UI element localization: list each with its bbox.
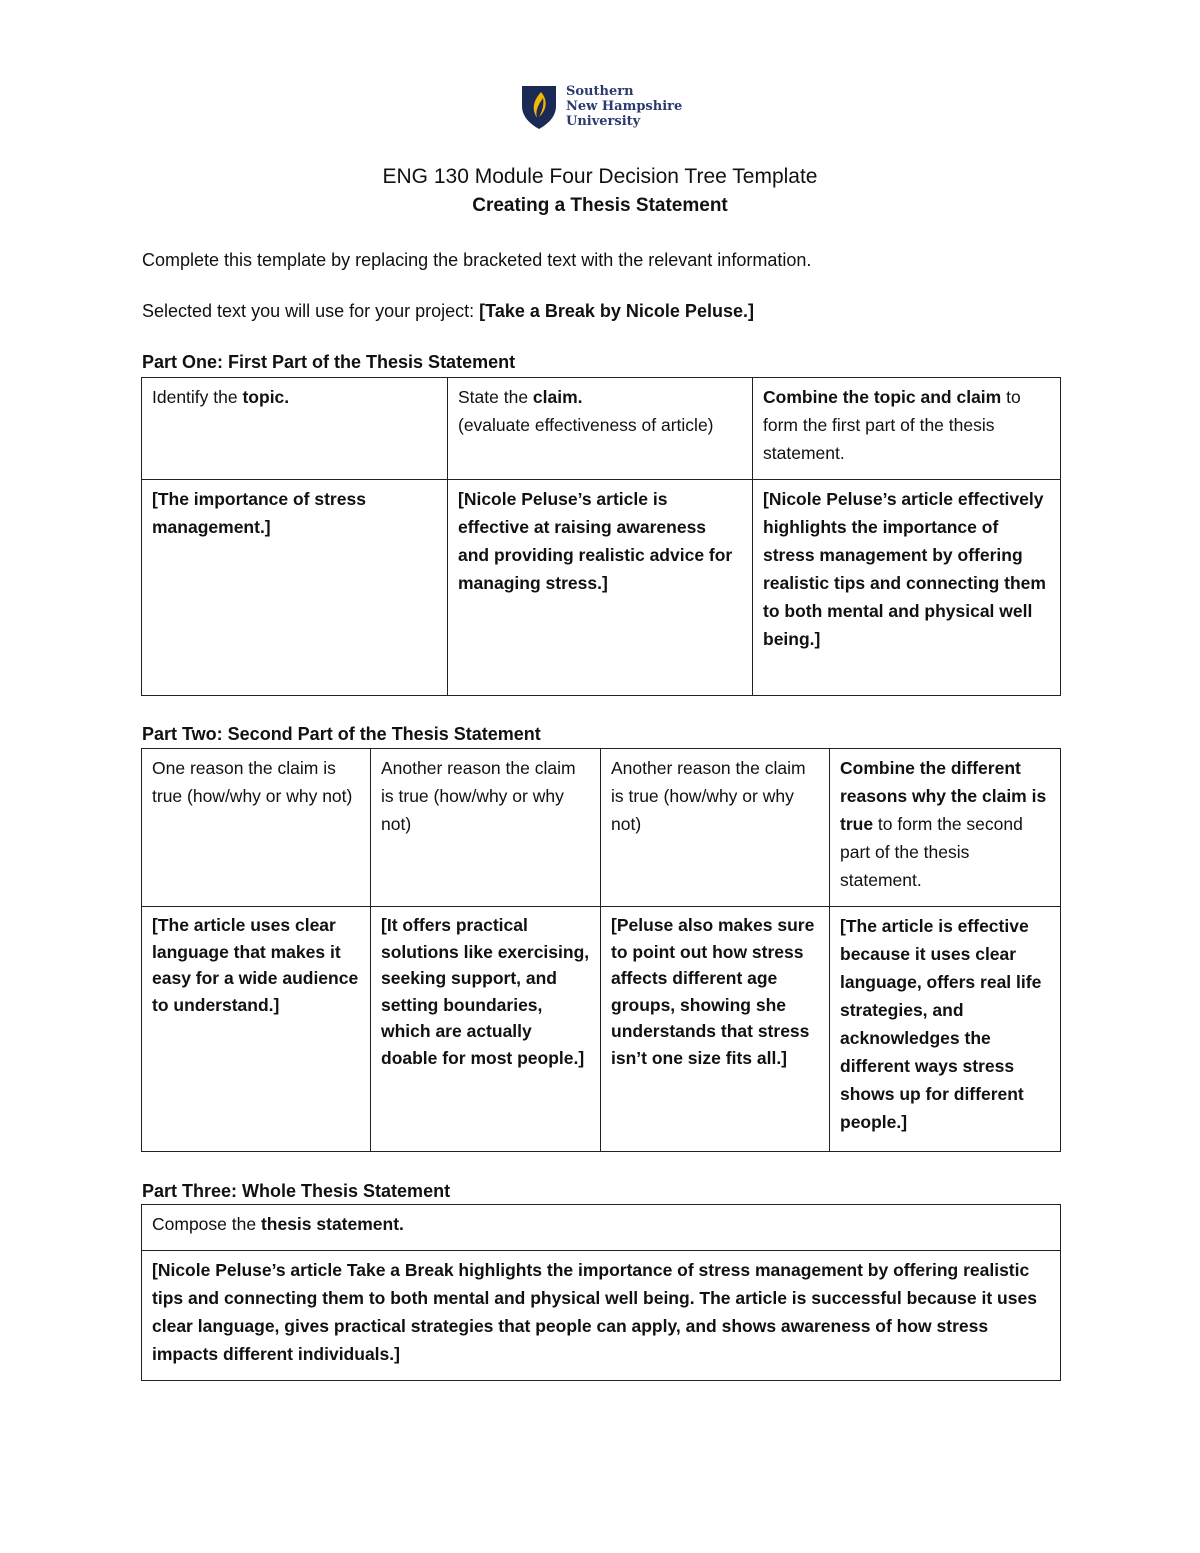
selected-text-value: [Take a Break by Nicole Peluse.] — [479, 301, 754, 321]
header-text: State the — [458, 387, 533, 407]
header-cell-combine — [830, 749, 1061, 907]
part-one-table — [141, 377, 1061, 696]
header-bold-text: Combine the different reasons why the claim is true — [840, 758, 1047, 834]
header-cell-combine — [753, 378, 1061, 480]
logo-wordmark — [566, 84, 682, 129]
answer-cell-reason-2[interactable]: [It offers practical solutions like exercising, seeking support, and setting boundaries, which are actually doable for most people.] — [371, 907, 601, 1152]
answer-cell-topic[interactable]: [The importance of stress management.] — [142, 480, 448, 696]
header-note: (evaluate effectiveness of article) — [458, 415, 714, 435]
table-row — [142, 1251, 1061, 1381]
logo-line-3: University — [566, 114, 641, 129]
header-cell-reason-2: Another reason the claim is true (how/why or why not) — [371, 749, 601, 907]
header-text: to form the first part of the thesis statement. — [763, 387, 1021, 463]
table-row — [142, 480, 1061, 696]
document-subtitle: Creating a Thesis Statement — [472, 195, 728, 216]
part-two-heading: Part Two: Second Part of the Thesis Statement — [142, 724, 541, 744]
answer-cell-combined[interactable]: [The article is effective because it uses clear language, offers real life strategies, and acknowledges the different ways stress shows up for different people.] — [830, 907, 1061, 1152]
table-header-row — [142, 749, 1061, 907]
answer-cell-thesis[interactable]: [Nicole Peluse’s article Take a Break highlights the importance of stress management by offering realistic tips and connecting them to both mental and physical well being. The article is successful because it uses clear language, gives practical strategies that people can apply, and shows awareness of how stress impacts different individuals.] — [142, 1251, 1061, 1381]
instruction-text: Complete this template by replacing the bracketed text with the relevant information. — [142, 250, 812, 270]
part-two-table — [141, 748, 1061, 1152]
header-bold-text: topic. — [242, 387, 290, 407]
header-bold-text: thesis statement. — [260, 1214, 404, 1234]
header-cell-claim — [448, 378, 753, 480]
part-three-table — [141, 1204, 1061, 1381]
answer-cell-combined[interactable]: [Nicole Peluse’s article effectively highlights the importance of stress management by offering realistic tips and connecting them to both mental and physical well being.] — [753, 480, 1061, 696]
table-row — [142, 907, 1061, 1152]
selected-text-line — [142, 301, 754, 322]
table-header-row — [142, 1205, 1061, 1251]
header-bold-text: Combine the topic and claim — [763, 387, 1002, 407]
header-bold-text: claim. — [532, 387, 583, 407]
snhu-logo — [520, 84, 682, 130]
header-cell-reason-1: One reason the claim is true (how/why or why not) — [142, 749, 371, 907]
logo-line-2: New Hampshire — [566, 99, 683, 114]
header-text: Identify the — [152, 387, 243, 407]
answer-cell-reason-1[interactable]: [The article uses clear language that makes it easy for a wide audience to understand.] — [142, 907, 371, 1152]
document-title: ENG 130 Module Four Decision Tree Template — [382, 165, 818, 188]
part-one-heading: Part One: First Part of the Thesis Statement — [142, 352, 516, 372]
logo-line-1: Southern — [566, 84, 634, 99]
part-three-heading: Part Three: Whole Thesis Statement — [142, 1181, 451, 1201]
header-text: Compose the — [152, 1214, 261, 1234]
header-text: to form the second part of the thesis statement. — [840, 814, 1023, 890]
table-header-row — [142, 378, 1061, 480]
header-cell-thesis — [142, 1205, 1061, 1251]
selected-text-label: Selected text you will use for your project: — [142, 301, 480, 321]
header-cell-topic — [142, 378, 448, 480]
answer-cell-reason-3[interactable]: [Peluse also makes sure to point out how stress affects different age groups, showing she understands that stress isn’t one size fits all.] — [601, 907, 830, 1152]
shield-flame-icon — [520, 84, 558, 130]
answer-cell-claim[interactable]: [Nicole Peluse’s article is effective at raising awareness and providing realistic advice for managing stress.] — [448, 480, 753, 696]
header-cell-reason-3: Another reason the claim is true (how/why or why not) — [601, 749, 830, 907]
